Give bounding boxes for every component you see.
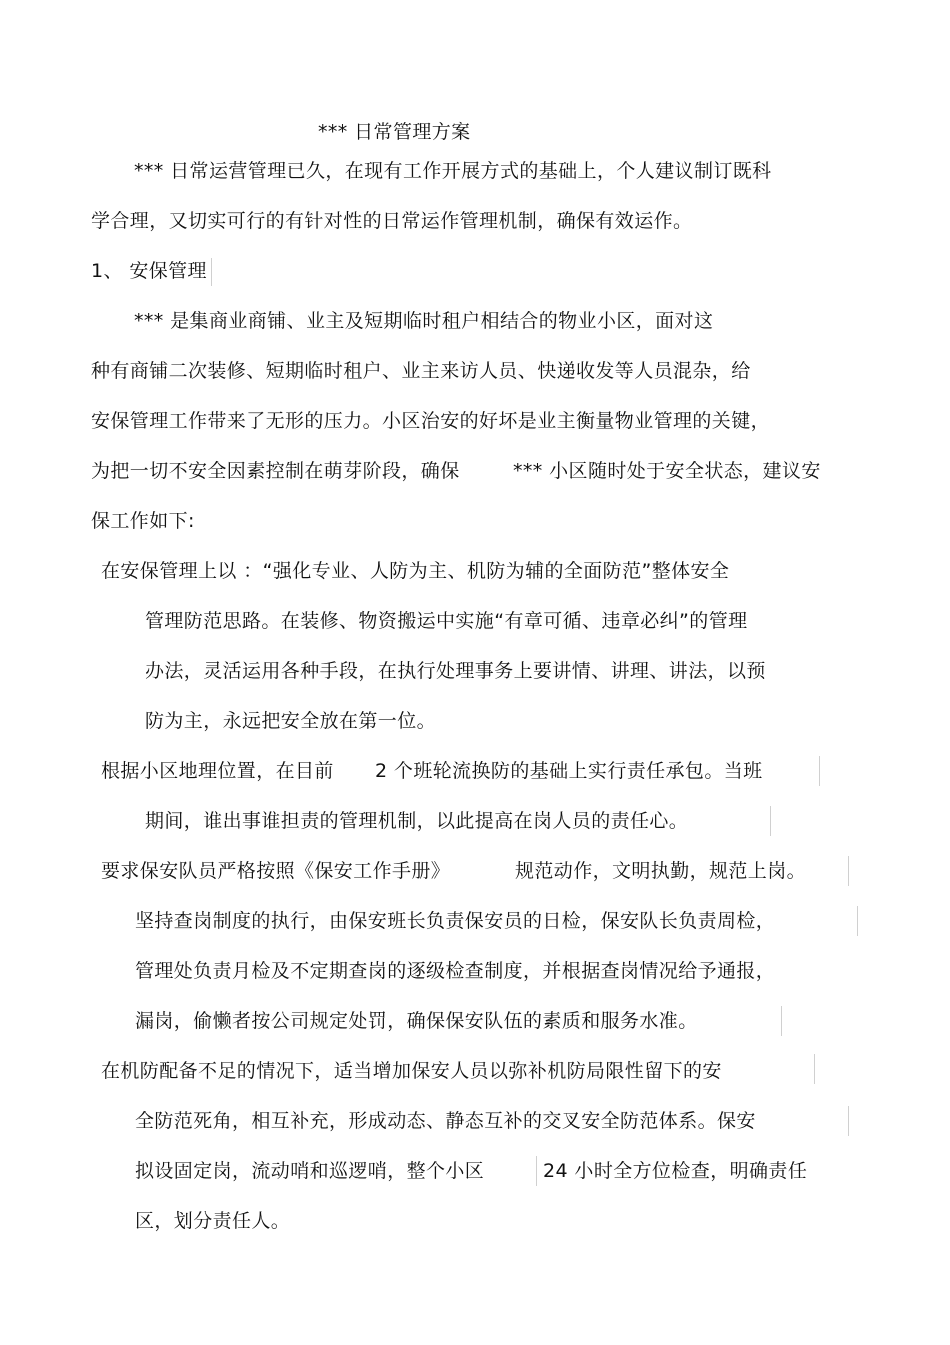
item-4-line-4: 区，划分责任人。 xyxy=(135,1210,291,1232)
paragraph-line-3: 安保管理工作带来了无形的压力。小区治安的好坏是业主衡量物业管理的关键， xyxy=(91,410,771,432)
item-1-line-1: 在安保管理上以 ：“强化专业、人防为主、机防为辅的全面防范”整体安全 xyxy=(101,560,730,582)
margin-rule xyxy=(814,1054,815,1084)
paragraph-line-5: 保工作如下: xyxy=(91,510,195,532)
item-1-line-4: 防为主，永远把安全放在第一位。 xyxy=(145,710,437,732)
margin-rule xyxy=(781,1006,782,1036)
item-2-line-1a: 根据小区地理位置，在目前 xyxy=(101,760,334,782)
intro-line-2: 学合理，又切实可行的有针对性的日常运作管理机制，确保有效运作。 xyxy=(91,210,693,232)
margin-rule xyxy=(857,906,858,936)
item-3-line-1a: 要求保安队员严格按照《保安工作手册》 xyxy=(101,860,451,882)
item-2-line-2: 期间，谁出事谁担责的管理机制，以此提高在岗人员的责任心。 xyxy=(145,810,689,832)
item-4-line-3a: 拟设固定岗，流动哨和巡逻哨，整个小区 xyxy=(135,1160,485,1182)
paragraph-line-4a: 为把一切不安全因素控制在萌芽阶段，确保 xyxy=(91,460,460,482)
item-1-line-3: 办法，灵活运用各种手段，在执行处理事务上要讲情、讲理、讲法，以预 xyxy=(145,660,766,682)
intro-line-1: *** 日常运营管理已久，在现有工作开展方式的基础上，个人建议制订既科 xyxy=(134,160,772,182)
item-4-line-1: 在机防配备不足的情况下，适当增加保安人员以弥补机防局限性留下的安 xyxy=(101,1060,722,1082)
section-heading: 1、 安保管理 xyxy=(91,260,207,282)
item-3-line-4: 漏岗，偷懒者按公司规定处罚，确保保安队伍的素质和服务水准。 xyxy=(135,1010,698,1032)
margin-rule xyxy=(770,806,771,836)
paragraph-line-2: 种有商铺二次装修、短期临时租户、业主来访人员、快递收发等人员混杂，给 xyxy=(91,360,751,382)
margin-rule xyxy=(536,1156,537,1186)
item-3-line-3: 管理处负责月检及不定期查岗的逐级检查制度，并根据查岗情况给予通报， xyxy=(135,960,776,982)
item-4-line-3b: 24 小时全方位检查，明确责任 xyxy=(543,1160,808,1182)
item-1-line-2: 管理防范思路。在装修、物资搬运中实施“有章可循、违章必纠”的管理 xyxy=(145,610,748,632)
margin-rule xyxy=(848,856,849,886)
margin-rule xyxy=(211,258,212,286)
item-2-line-1b: 2 个班轮流换防的基础上实行责任承包。当班 xyxy=(375,760,763,782)
margin-rule xyxy=(848,1106,849,1136)
item-3-line-2: 坚持查岗制度的执行，由保安班长负责保安员的日检，保安队长负责周检， xyxy=(135,910,776,932)
paragraph-line-4b: *** 小区随时处于安全状态，建议安 xyxy=(513,460,821,482)
item-4-line-2: 全防范死角，相互补充，形成动态、静态互补的交叉安全防范体系。保安 xyxy=(135,1110,756,1132)
item-3-line-1b: 规范动作，文明执勤，规范上岗。 xyxy=(515,860,807,882)
document-title: *** 日常管理方案 xyxy=(318,121,471,143)
paragraph-line-1: *** 是集商业商铺、业主及短期临时租户相结合的物业小区，面对这 xyxy=(134,310,714,332)
margin-rule xyxy=(819,756,820,786)
